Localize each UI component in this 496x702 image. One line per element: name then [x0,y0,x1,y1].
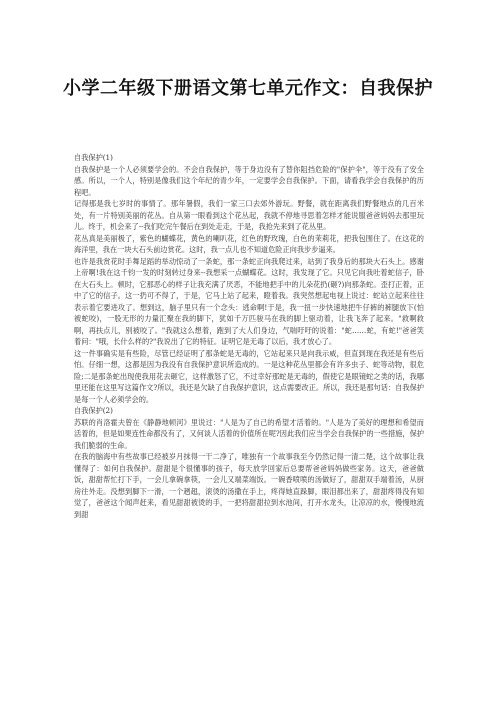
paragraph: 也许是我赏花时手舞足蹈的举动惊动了一条蛇，那一条蛇正向我爬过来，站到了我身后的那块大石头上。感谢上帝啊!我在这千钧一发的时刻转过身来--我想采一点蝴蝶花。这时，我发现了它。只见它向我吐着蛇信子，卧在大石头上。顿时，它那恶心的样子让我充满了厌恶，不能地把手中的儿朵花扔(砸?)向那条蛇。歪打正着，正中了它的信子。这一扔可不得了，于是，它马上站了起来，瞪着我。我突然想起电视上说过：蛇站立起来往往表示着它要进攻了。想到这，脑子里只有一个念头：逃命啊!于是，我一扭一步快速地把牛仔裤的裤腿放下(怕被蛇咬)，一股无形的力量汇聚在我的脚下，犹如千万匹骏马在我的脚上驱动着，让我飞奔了起来。"救啊救啊，再扶点儿，别被咬了。"我就这么想着，跑到了大人们身边，气喘吁吁的说着："蛇……蛇，有蛇!"爸爸笑着问："哦，长什么样的?"我说出了它的特征。证明它是无毒了以后，我才放心了。 [74,256,424,346]
document-title: 小学二年级下册语文第七单元作文：自我保护 [63,78,433,99]
paragraph: 在我的脑海中有些故事已经被岁月抹得一干二净了，唯独有一个故事我至今仍然记得一清二楚，这个故事让我懂得了：如何自我保护。甜甜是个很懂事的孩子，每天放学回家后总要帮爸爸妈妈做些家务。这天，爸爸做饭，甜甜帮忙打下手，一会儿拿碗拿筷，一会儿又端菜端饭。一碗香喷喷的汤做好了，甜甜双手端着汤，从厨房往外走。没想到脚下一滑，一个趔趄，滚烫的汤撒在手上，疼得她直跺脚，眼泪都出来了，甜甜疼得没有知觉了，爸爸这个闻声赶来，看见甜甜被烫的手，一把将甜甜拉到水池间，打开水龙头，让凉凉的水，慢慢地流到甜 [74,452,424,519]
paragraph: 苏联的肖洛霍夫曾在《静静地顿河》里说过："人是为了自己的希望才活着的。"人是为了美好的理想和希望而活着的，但是如果连性命都没有了，又何谈人活着的价值所在呢?因此我们应当学会自我保护的一些措施，保护我们脆弱的生命。 [74,417,424,450]
document-body [74,152,424,520]
paragraph: 自我保护是一个人必须要学会的。不会自我保护，等于身边没有了替你阻挡危险的"保护伞"，等于没有了安全感。所以，一个人，特别是像我们这个年纪的青少年，一定要学会自我保护。下面，请看我学会自我保护的历程吧。 [74,164,424,197]
paragraph: 这一件事确实是有些险，尽管已经证明了那条蛇是无毒的，它站起来只是向我示威，但直到现在我还是有些后怕。仔细一想，这都是因为我没有自我保护意识所造成的。一是这种花丛里都会有许多虫子、蛇等动物，很危险;二是那条蛇出现使我用花去砸它，这样激怒了它，不过幸好那蛇是无毒的，假使它是眼镜蛇之类的话，我哪里还能在这里写这篇作文?所以，我还是欠缺了自我保护意识，这点需要改正。所以，我还是那句话：自我保护是每一个人必须学会的。 [74,348,424,404]
section-heading-1: 自我保护(1) [74,153,113,162]
paragraph: 花丛真是美丽极了，紫色的蝴蝶花，黄色的喇叭花，红色的野玫瑰，白色的茉莉花，把我包围住了。在这花的海洋里，我在一块大石头前边赏花。这时，我一点儿也不知道危险正向我步步逼来。 [74,233,424,254]
paragraph: 记得那是我七岁时的事情了。那年暑假，我们一家三口去郊外游玩。野餐，就在距离我们野餐地点的几百米处，有一片特别美丽的花丛。自从第一眼看到这个花丛起，我就不停地寻思着怎样才能说服爸爸妈妈去那里玩儿。终于，机会来了--我们吃完午餐后在到处走走，于是，我抢先来到了花丛里。 [74,199,424,231]
section-heading-2: 自我保护(2) [74,406,113,415]
